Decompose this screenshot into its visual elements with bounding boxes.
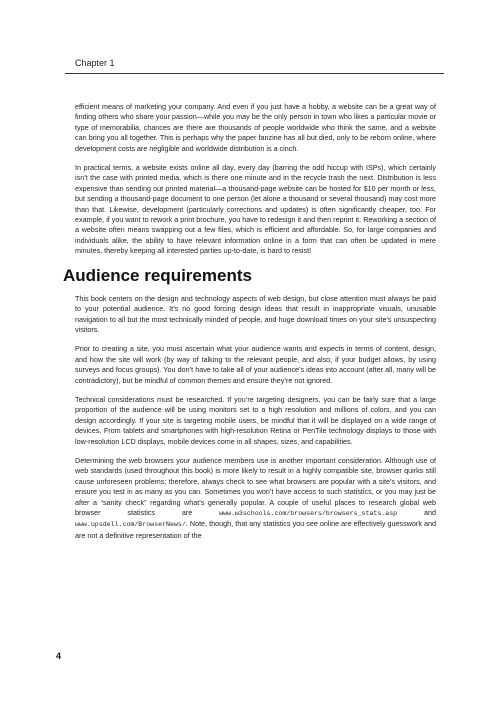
body-paragraph-last — [75, 456, 436, 541]
url-upsdell: www.upsdell.com/BrowserNews/ — [75, 521, 186, 529]
body-paragraph: efficient means of marketing your company. And even if you just have a hobby, a website can be a great way of finding others who share your passion—while you may be the only person in town who likes a particular movie or type of memorabilia, chances are there are thousands of people worldwide who think the same, and a website can bring you all together. This is perhaps why the paper fanzine has all but died, only to be reborn online, where development costs are negligible and worldwide distribution is a cinch. — [75, 102, 436, 153]
body-paragraph: This book centers on the design and technology aspects of web design, but close attention must always be paid to your potential audience. It’s no good forcing design ideas that result in inappropriate visuals, unusable navigation to all but the most technically minded of people, and huge download times on your site’s unsuspecting visitors. — [75, 293, 436, 334]
paragraph-text: and — [397, 508, 436, 517]
header-rule — [65, 73, 444, 74]
body-paragraph: In practical terms, a website exists online all day, every day (barring the odd hiccup with ISPs), which certainly isn’t the case with printed media, which is there one minute and in the recycle trash the next. Distribution is less expensive than sending out printed material—a thousand-page website can be hosted for $10 per month or less, but sending a thousand-page document to one person (let alone a thousand or several thousand) may cost more than that. Likewise, development (particularly corrections and updates) is often significantly cheaper, too. For example, if you want to rework a print brochure, you have to redesign it and then reprint it. Reworking a section of a website often means swapping out a few files, which is efficient and affordable. So, for large companies and individuals alike, the ability to have relevant information online in a form that can often be updated in mere minutes, thereby keeping all interested parties up-to-date, is hard to resist! — [75, 163, 436, 256]
running-header-chapter: Chapter 1 — [75, 58, 115, 68]
paragraph-text: . Note, though, that any statistics you see online are effectively guesswork and are not a definitive representation of the — [75, 519, 436, 540]
body-paragraph: Prior to creating a site, you must ascertain what your audience wants and expects in terms of content, design, and how the site will work (by way of talking to the relevant people, and also, if your budget allows, by using surveys and focus groups). You don’t have to take all of your audience’s ideas into account (after all, many will be contradictory), but be mindful of common themes and ensure they’re not ignored. — [75, 344, 436, 385]
page-body — [63, 102, 436, 550]
body-paragraph: Technical considerations must be researched. If you’re targeting designers, you can be fairly sure that a large proportion of the audience will be using monitors set to a high resolution and millions of colors, and you can design accordingly. If your site is targeting mobile users, be mindful that it will be displayed on a wide range of devices. From tablets and smartphones with high-resolution Retina or PenTile technology displays to those with low-resolution LCD displays, mobile devices come in all shapes, sizes, and capabilities. — [75, 394, 436, 446]
page-number: 4 — [56, 651, 62, 661]
url-w3schools: www.w3schools.com/browsers/browsers_stats.asp — [219, 510, 398, 517]
paragraph-text: Determining the web browsers your audience members use is another important consideration. Although use of web standards (used throughout this book) is more likely to result in a highly compatible site, browser quirks still cause unforeseen problems; therefore, always check to see what browsers are popular with a site’s visitors, and ensure you test in as many as you can. Sometimes you won’t have access to such statistics, or you may just be after a “sanity check” regarding what’s generally popular. A couple of useful places to research global web browser statistics are — [75, 455, 436, 517]
section-heading: Audience requirements — [63, 265, 252, 285]
